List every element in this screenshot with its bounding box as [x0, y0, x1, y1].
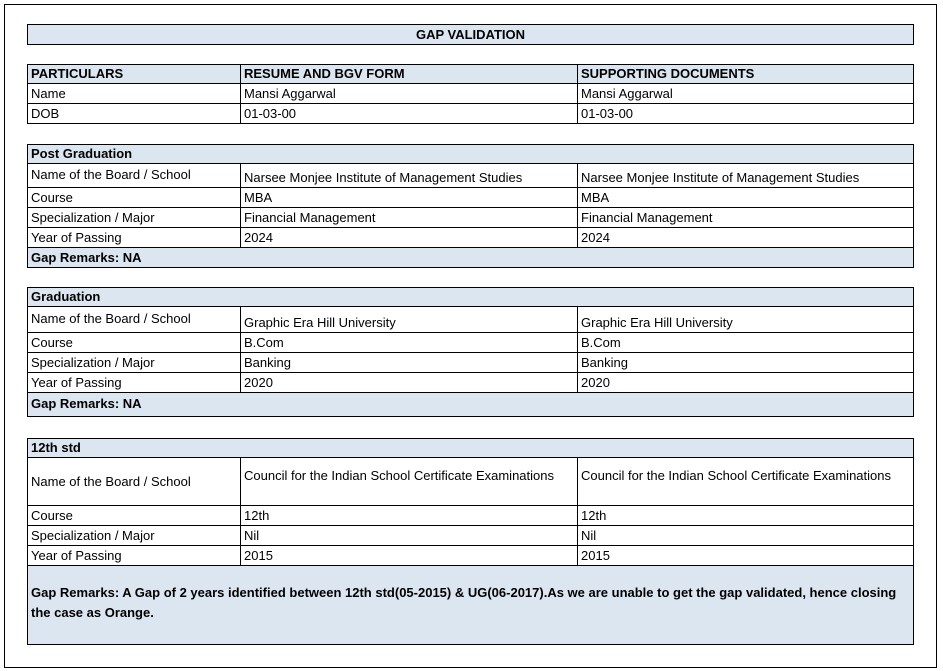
table-row	[27, 353, 914, 373]
supporting-header: SUPPORTING DOCUMENTS	[581, 66, 755, 81]
table-row	[27, 373, 914, 393]
resume-value: MBA	[241, 188, 578, 207]
row-label: Specialization / Major	[28, 353, 241, 372]
supporting-value: Narsee Monjee Institute of Management Studies	[581, 170, 860, 185]
title-table	[27, 24, 914, 45]
resume-value: 2015	[241, 546, 578, 565]
table-row	[27, 333, 914, 353]
row-label: Course	[28, 506, 241, 525]
supporting-value: Banking	[581, 355, 628, 370]
table-row	[27, 104, 914, 124]
supporting-value: 12th	[581, 508, 607, 523]
graduation-table	[27, 287, 914, 417]
resume-value: 2020	[241, 373, 578, 392]
resume-value: 2024	[241, 228, 578, 247]
personal-table	[27, 64, 914, 124]
resume-value: Narsee Monjee Institute of Management Studies	[241, 164, 578, 187]
page-title: GAP VALIDATION	[415, 27, 526, 42]
resume-value: Mansi Aggarwal	[241, 84, 578, 103]
row-label: Year of Passing	[28, 373, 241, 392]
supporting-value: MBA	[581, 190, 610, 205]
resume-value: Financial Management	[241, 208, 578, 227]
resume-value: B.Com	[241, 333, 578, 352]
supporting-value: Nil	[581, 528, 597, 543]
supporting-value: 01-03-00	[581, 106, 634, 121]
resume-value: Graphic Era Hill University	[241, 307, 578, 332]
section-heading: Graduation	[31, 289, 101, 304]
resume-value: 01-03-00	[241, 104, 578, 123]
table-row	[27, 188, 914, 208]
row-label: Year of Passing	[28, 228, 241, 247]
twelfth-table	[27, 438, 914, 645]
resume-value: Council for the Indian School Certificate Examinations	[241, 458, 578, 505]
supporting-value: Council for the Indian School Certificate Examinations	[581, 468, 891, 483]
resume-value: 12th	[241, 506, 578, 525]
row-label: Name of the Board / School	[28, 458, 241, 505]
table-row	[27, 84, 914, 104]
table-row	[27, 506, 914, 526]
particulars-header: PARTICULARS	[28, 65, 241, 83]
row-label: DOB	[28, 104, 241, 123]
header-row	[27, 64, 914, 84]
row-label: Specialization / Major	[28, 208, 241, 227]
supporting-value: 2020	[581, 375, 610, 390]
row-label: Name of the Board / School	[28, 307, 241, 332]
row-label: Course	[28, 188, 241, 207]
row-label: Name	[28, 84, 241, 103]
supporting-value: 2015	[581, 548, 610, 563]
supporting-value: Graphic Era Hill University	[581, 315, 733, 330]
table-row	[27, 208, 914, 228]
supporting-value: B.Com	[581, 335, 621, 350]
row-label: Specialization / Major	[28, 526, 241, 545]
gap-remarks: Gap Remarks: NA	[31, 250, 142, 265]
gap-remarks: Gap Remarks: A Gap of 2 years identified between 12th std(05-2015) & UG(06-2017).As we are unable to get the gap validated, hence closing the case as Orange.	[31, 585, 897, 620]
row-label: Year of Passing	[28, 546, 241, 565]
table-row	[27, 228, 914, 248]
table-row	[27, 164, 914, 188]
section-heading: Post Graduation	[31, 146, 133, 161]
resume-value: Banking	[241, 353, 578, 372]
supporting-value: Mansi Aggarwal	[581, 86, 673, 101]
post-graduation-table	[27, 144, 914, 268]
row-label: Course	[28, 333, 241, 352]
table-row	[27, 526, 914, 546]
section-heading: 12th std	[31, 440, 81, 455]
gap-remarks: Gap Remarks: NA	[31, 396, 142, 411]
resume-header: RESUME AND BGV FORM	[241, 65, 578, 83]
supporting-value: 2024	[581, 230, 610, 245]
row-label: Name of the Board / School	[28, 164, 241, 187]
resume-value: Nil	[241, 526, 578, 545]
table-row	[27, 546, 914, 566]
table-row	[27, 307, 914, 333]
table-row	[27, 458, 914, 506]
supporting-value: Financial Management	[581, 210, 713, 225]
